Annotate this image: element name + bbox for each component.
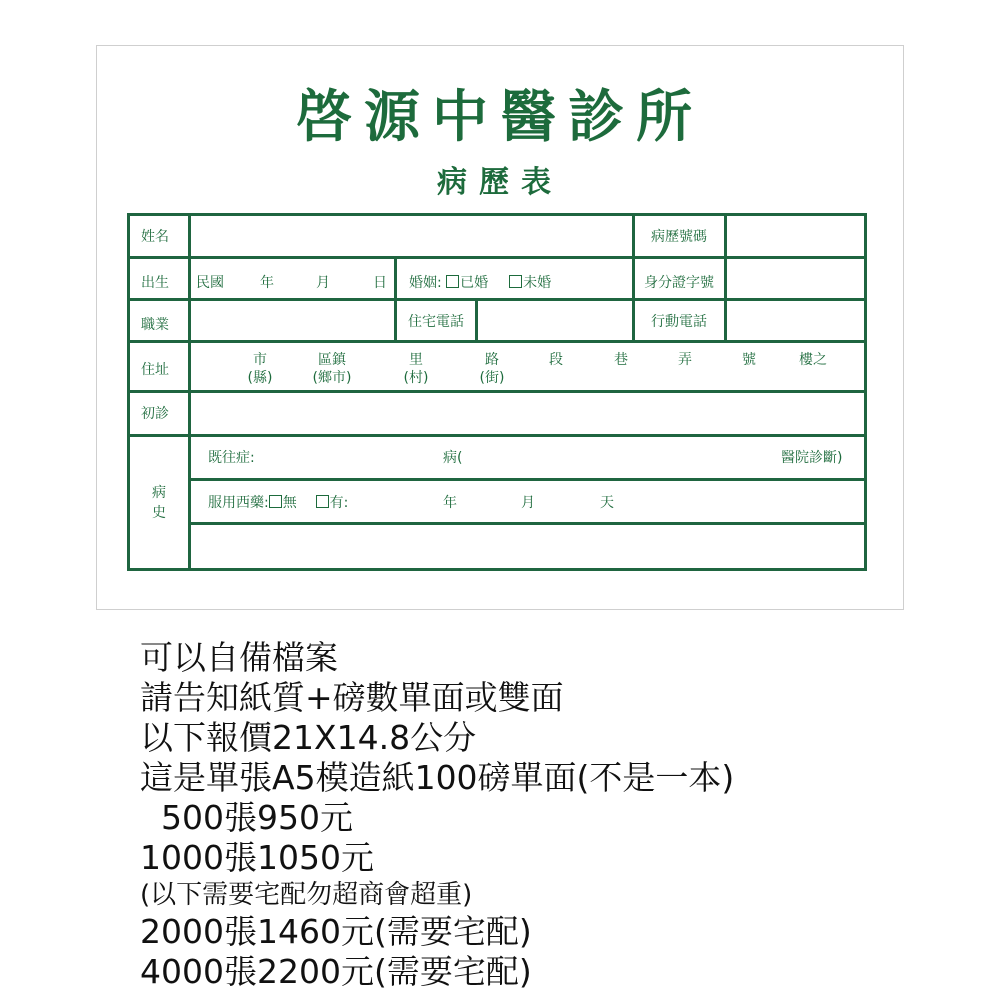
- address-part-bottom: (鄉市): [312, 370, 352, 386]
- first-visit-field[interactable]: [192, 394, 863, 433]
- unmarried-label: 未婚: [523, 275, 552, 291]
- history-label-line2: 史: [152, 505, 166, 521]
- label-mobile-phone: 行動電話: [651, 314, 707, 330]
- married-checkbox[interactable]: [446, 275, 459, 288]
- address-city: [240, 351, 280, 387]
- price-line: 1000張1050元: [140, 838, 374, 877]
- address-floor: 樓之: [799, 352, 827, 368]
- address-lane: 巷: [614, 352, 628, 368]
- note-line: 以下報價21X14.8公分: [140, 718, 477, 757]
- address-part-bottom: (街): [479, 370, 505, 386]
- note-line: 這是單張A5模造紙100磅單面(不是一本): [140, 758, 735, 797]
- col-divider: [724, 213, 727, 341]
- label-birth: 出生: [141, 275, 169, 291]
- address-part-top: 路: [485, 352, 499, 368]
- row-divider: [189, 478, 867, 481]
- hospital-diagnosis: 醫院診斷): [781, 450, 843, 466]
- note-line: 請告知紙質+磅數單面或雙面: [140, 678, 564, 717]
- table-border-right: [864, 213, 867, 571]
- marital-label: 婚姻:: [409, 275, 442, 291]
- address-number: 號: [742, 352, 756, 368]
- yes-med-label: 有:: [329, 495, 349, 511]
- no-med-checkbox[interactable]: [269, 495, 282, 508]
- western-med-group: [208, 494, 348, 512]
- price-line: 4000張2200元(需要宅配): [140, 952, 532, 991]
- table-border-top: [128, 213, 867, 216]
- birth-month: 月: [316, 275, 330, 291]
- unmarried-checkbox[interactable]: [509, 275, 522, 288]
- record-number-field[interactable]: [728, 217, 863, 255]
- row-divider: [128, 340, 867, 343]
- label-occupation: 職業: [141, 317, 169, 333]
- note-line: 可以自備檔案: [140, 638, 338, 677]
- address-part-top: 里: [409, 352, 423, 368]
- home-phone-field[interactable]: [479, 302, 631, 339]
- row-divider: [128, 256, 867, 259]
- label-name: 姓名: [141, 229, 169, 245]
- table-border-left: [127, 213, 130, 571]
- label-first-visit: 初診: [141, 406, 169, 422]
- label-id-number: 身分證字號: [644, 275, 714, 291]
- label-address: 住址: [141, 362, 169, 378]
- row-divider: [128, 390, 867, 393]
- no-med-label: 無: [282, 495, 297, 511]
- address-part-bottom: (村): [403, 370, 429, 386]
- clinic-name: 啓源中醫診所: [296, 84, 704, 150]
- row-divider: [128, 298, 867, 301]
- address-village: [398, 351, 434, 387]
- history-label-line1: 病: [152, 485, 166, 501]
- address-part-top: 區鎮: [318, 352, 346, 368]
- med-month: 月: [521, 495, 535, 511]
- birth-era: 民國: [196, 275, 224, 291]
- yes-med-checkbox[interactable]: [316, 495, 329, 508]
- med-year: 年: [443, 495, 457, 511]
- label-history: [131, 483, 187, 523]
- row-divider: [128, 434, 867, 437]
- address-road: [474, 351, 510, 387]
- birth-day: 日: [373, 275, 387, 291]
- birth-year: 年: [260, 275, 274, 291]
- occupation-field[interactable]: [192, 302, 393, 339]
- western-med-label: 服用西藥:: [208, 495, 269, 511]
- address-part-top: 市: [253, 352, 267, 368]
- address-part-bottom: (縣): [247, 370, 273, 386]
- address-section: 段: [549, 352, 563, 368]
- disease-open: 病(: [443, 450, 463, 466]
- table-border-bottom: [128, 568, 867, 571]
- past-illness-label: 既往症:: [208, 450, 255, 466]
- address-alley: 弄: [678, 352, 692, 368]
- mobile-phone-field[interactable]: [728, 302, 863, 339]
- address-district: [305, 351, 359, 387]
- name-field[interactable]: [192, 217, 631, 255]
- col-divider: [475, 298, 478, 341]
- label-home-phone: 住宅電話: [408, 314, 464, 330]
- row-divider: [189, 522, 867, 525]
- history-notes-field[interactable]: [192, 526, 863, 567]
- label-column-divider: [188, 213, 191, 571]
- pricing-notes: [140, 638, 734, 992]
- price-line: 2000張1460元(需要宅配): [140, 912, 532, 951]
- form-title: 病歷表: [437, 165, 563, 200]
- married-label: 已婚: [460, 275, 489, 291]
- shipping-note: (以下需要宅配勿超商會超重): [140, 880, 473, 910]
- med-days: 天: [600, 495, 614, 511]
- marital-status-group: [409, 274, 551, 292]
- id-number-field[interactable]: [728, 260, 863, 297]
- price-line: 500張950元: [140, 798, 353, 837]
- label-record-number: 病歷號碼: [651, 229, 707, 245]
